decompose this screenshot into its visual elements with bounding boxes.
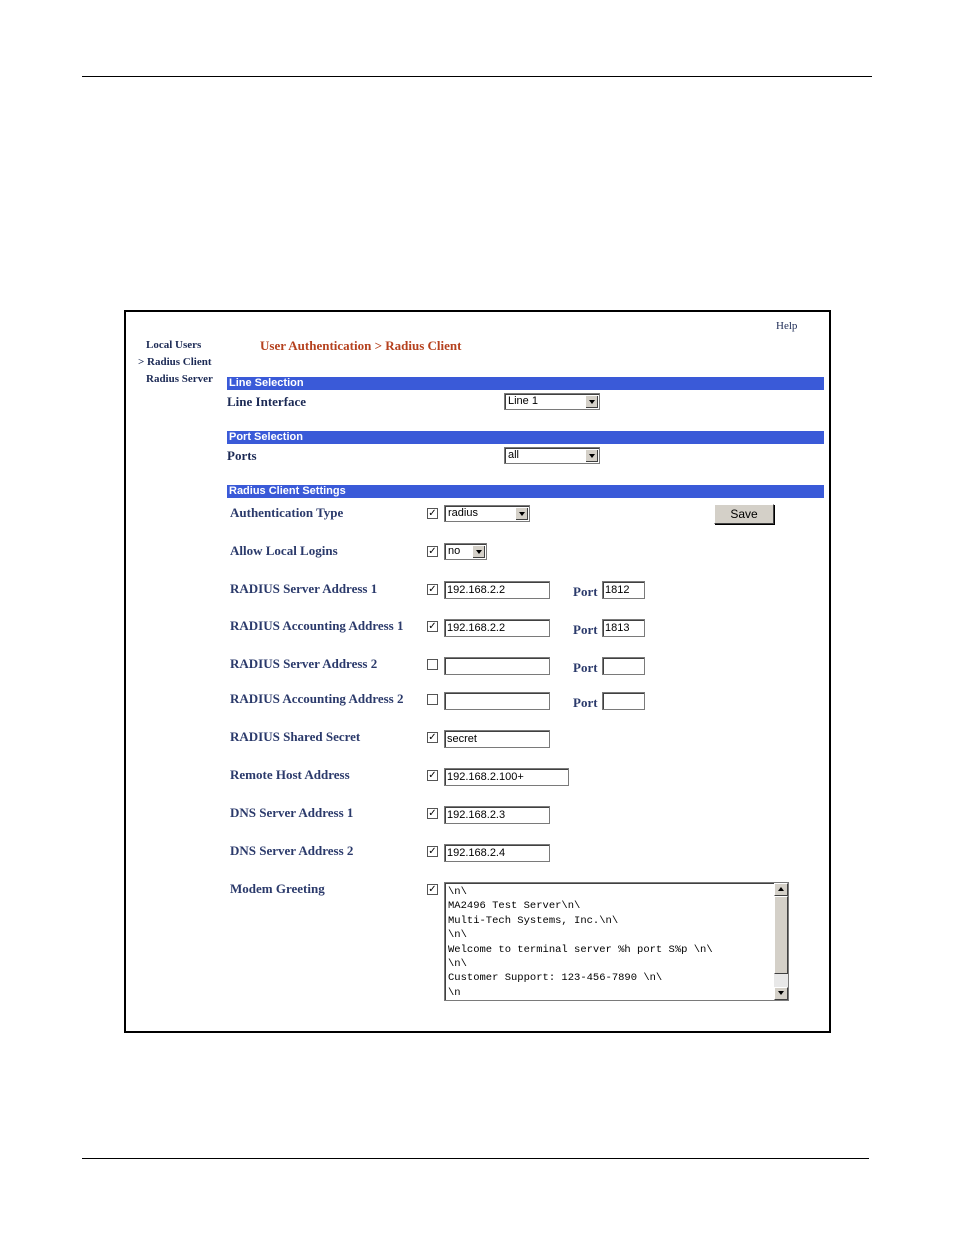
modem-greeting-textarea[interactable] — [444, 882, 789, 1001]
auth-type-select[interactable] — [444, 505, 530, 522]
nav-active-marker: > — [138, 356, 145, 368]
ports-select[interactable] — [504, 447, 600, 464]
acct1-label: RADIUS Accounting Address 1 — [230, 618, 404, 633]
server1-input[interactable]: 192.168.2.2 — [444, 581, 550, 599]
modem-greeting-label: Modem Greeting — [230, 881, 325, 896]
allow-local-logins-label: Allow Local Logins — [230, 543, 338, 558]
allow-local-logins-checkbox[interactable]: ✓ — [428, 546, 437, 557]
scroll-down-arrow-icon[interactable] — [774, 987, 788, 1000]
dns1-label: DNS Server Address 1 — [230, 805, 354, 820]
server2-label: RADIUS Server Address 2 — [230, 656, 378, 671]
modem-greeting-text: \n\ MA2496 Test Server\n\ Multi-Tech Systems, Inc.\n\ \n\ Welcome to terminal server %h port S%p \n\ \n\ Customer Support: 123-456-7890 \n\ \n — [448, 886, 713, 999]
nav-local-users[interactable]: Local Users — [146, 339, 202, 351]
remote-host-checkbox[interactable]: ✓ — [428, 770, 437, 781]
server1-port-input[interactable]: 1812 — [602, 581, 645, 599]
acct2-port-label: Port — [573, 695, 598, 710]
remote-host-input[interactable]: 192.168.2.100+ — [444, 768, 569, 786]
breadcrumb: User Authentication > Radius Client — [260, 338, 462, 353]
server1-port-label: Port — [573, 584, 598, 599]
auth-type-label: Authentication Type — [230, 505, 344, 520]
radius-client-window — [124, 310, 831, 1033]
nav-radius-client[interactable] — [138, 356, 212, 368]
modem-greeting-checkbox[interactable]: ✓ — [428, 884, 437, 895]
nav-radius-client-label: Radius Client — [147, 356, 212, 368]
dns1-input[interactable]: 192.168.2.3 — [444, 806, 550, 824]
scroll-up-arrow-icon[interactable] — [774, 883, 788, 896]
server1-label: RADIUS Server Address 1 — [230, 581, 378, 596]
ports-label: Ports — [227, 448, 257, 463]
bottom-rule — [82, 1158, 869, 1159]
acct1-input[interactable]: 192.168.2.2 — [444, 619, 550, 637]
server2-port-input[interactable] — [602, 657, 645, 675]
acct2-input[interactable] — [444, 692, 550, 710]
help-link[interactable]: Help — [776, 320, 798, 332]
shared-secret-checkbox[interactable]: ✓ — [428, 732, 437, 743]
shared-secret-input[interactable]: secret — [444, 730, 550, 748]
server2-checkbox[interactable] — [427, 659, 438, 670]
chevron-down-icon — [585, 449, 598, 462]
ports-value: all — [508, 449, 520, 461]
allow-local-logins-select[interactable] — [444, 543, 487, 560]
dns1-checkbox[interactable]: ✓ — [428, 808, 437, 819]
allow-local-logins-value: no — [448, 545, 461, 557]
section-line-selection: Line Selection — [227, 377, 824, 390]
server2-input[interactable] — [444, 657, 550, 675]
acct1-checkbox[interactable]: ✓ — [428, 621, 437, 632]
auth-type-checkbox[interactable]: ✓ — [428, 508, 437, 519]
dns2-checkbox[interactable]: ✓ — [428, 846, 437, 857]
acct2-label: RADIUS Accounting Address 2 — [230, 691, 404, 706]
dns2-label: DNS Server Address 2 — [230, 843, 354, 858]
auth-type-value: radius — [448, 507, 478, 519]
section-port-selection: Port Selection — [227, 431, 824, 444]
acct1-port-label: Port — [573, 622, 598, 637]
line-interface-label: Line Interface — [227, 394, 307, 409]
scroll-thumb[interactable] — [774, 896, 788, 974]
chevron-down-icon — [585, 395, 598, 408]
nav-radius-server[interactable]: Radius Server — [146, 373, 213, 385]
remote-host-label: Remote Host Address — [230, 767, 350, 782]
chevron-down-icon — [472, 545, 485, 558]
top-rule — [82, 76, 872, 77]
section-radius-client-settings: Radius Client Settings — [227, 485, 824, 498]
acct1-port-input[interactable]: 1813 — [602, 619, 645, 637]
acct2-port-input[interactable] — [602, 692, 645, 710]
server2-port-label: Port — [573, 660, 598, 675]
chevron-down-icon — [515, 507, 528, 520]
vertical-scrollbar[interactable] — [774, 883, 788, 1000]
shared-secret-label: RADIUS Shared Secret — [230, 729, 361, 744]
line-interface-value: Line 1 — [508, 395, 538, 407]
dns2-input[interactable]: 192.168.2.4 — [444, 844, 550, 862]
save-button[interactable]: Save — [714, 504, 774, 524]
acct2-checkbox[interactable] — [427, 694, 438, 705]
server1-checkbox[interactable]: ✓ — [428, 584, 437, 595]
line-interface-select[interactable] — [504, 393, 600, 410]
